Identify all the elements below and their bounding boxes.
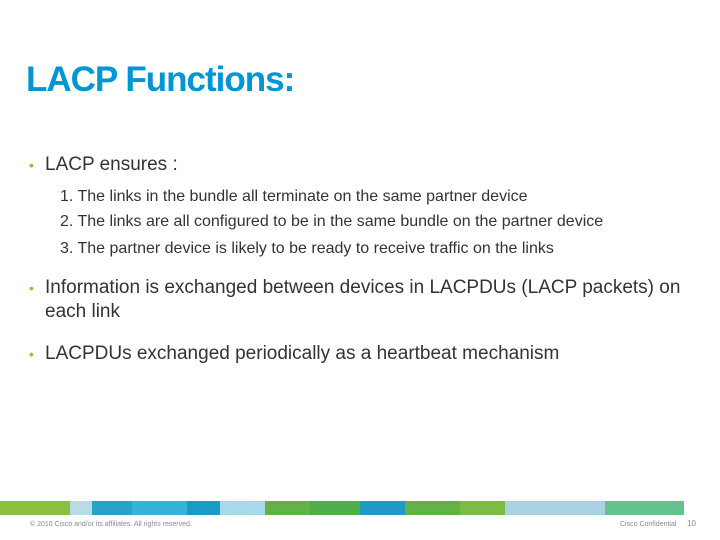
bullet-item	[0, 276, 700, 328]
stripe-segment	[505, 501, 605, 515]
stripe-segment	[187, 501, 220, 515]
stripe-segment	[360, 501, 405, 515]
bullet-dot-icon: •	[29, 157, 34, 173]
slide-title: LACP Functions:	[26, 60, 295, 99]
sub-list-item: 1. The links in the bundle all terminate on the same partner device	[60, 188, 528, 205]
stripe-segment	[92, 501, 132, 515]
stripe-segment	[265, 501, 310, 515]
bullet-item	[0, 342, 700, 368]
page-number: 10	[687, 519, 696, 528]
sub-list-item: 2. The links are all configured to be in the same bundle on the partner device	[60, 213, 604, 230]
bullet-text: Information is exchanged between devices in LACPDUs (LACP packets) on each link	[45, 277, 681, 322]
stripe-segment	[605, 501, 684, 515]
bullet-text: LACPDUs exchanged periodically as a heartbeat mechanism	[45, 343, 560, 364]
sub-list-item: 3. The partner device is likely to be ready to receive traffic on the links	[60, 240, 554, 257]
stripe-segment	[405, 501, 460, 515]
stripe-segment	[220, 501, 265, 515]
stripe-segment	[310, 501, 360, 515]
footer-confidential: Cisco Confidential	[620, 521, 677, 528]
stripe-segment	[70, 501, 92, 515]
stripe-segment	[460, 501, 505, 515]
stripe-segment	[0, 501, 70, 515]
footer-color-stripe	[0, 501, 684, 515]
bullet-dot-icon: •	[29, 346, 34, 362]
stripe-segment	[132, 501, 187, 515]
bullet-item	[0, 153, 700, 179]
bullet-dot-icon: •	[29, 280, 34, 296]
footer-copyright: © 2010 Cisco and/or its affiliates. All rights reserved.	[30, 521, 192, 528]
bullet-text: LACP ensures :	[45, 154, 178, 175]
